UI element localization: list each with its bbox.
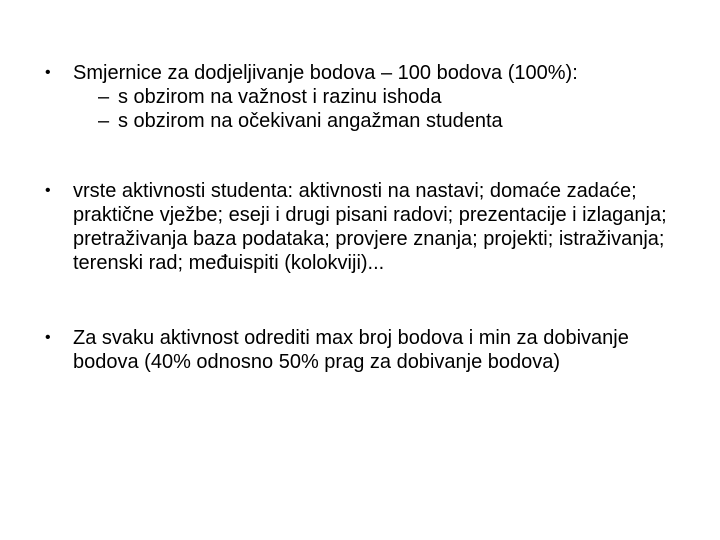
sub-item-text: s obzirom na očekivani angažman studenta [118,110,503,132]
sub-item-text: s obzirom na važnost i razinu ishoda [118,86,442,108]
bullet-list [45,61,695,374]
sub-item-importance [73,85,695,109]
sub-list [73,85,695,133]
bullet-item-scoring-guidelines [45,61,695,133]
bullet-icon: • [45,329,51,346]
bullet-icon: • [45,64,51,81]
bullet-text: vrste aktivnosti studenta: aktivnosti na nastavi; domaće zadaće; praktične vježbe; eseji i drugi pisani radovi; prezentacije i izlaganja; pretraživanja baza podataka; provjere znanja; projekti; istraživanja; terenski rad; međuispiti (kolokviji)... [73,180,667,274]
dash-icon: – [98,110,110,132]
bullet-icon: • [45,182,51,199]
sub-item-engagement [73,109,695,133]
bullet-item-activity-types [45,179,695,275]
bullet-item-max-min-points [45,326,695,374]
bullet-text: Smjernice za dodjeljivanje bodova – 100 bodova (100%): [73,62,578,84]
dash-icon: – [98,86,110,108]
bullet-text: Za svaku aktivnost odrediti max broj bodova i min za dobivanje bodova (40% odnosno 50% prag za dobivanje bodova) [73,327,629,373]
